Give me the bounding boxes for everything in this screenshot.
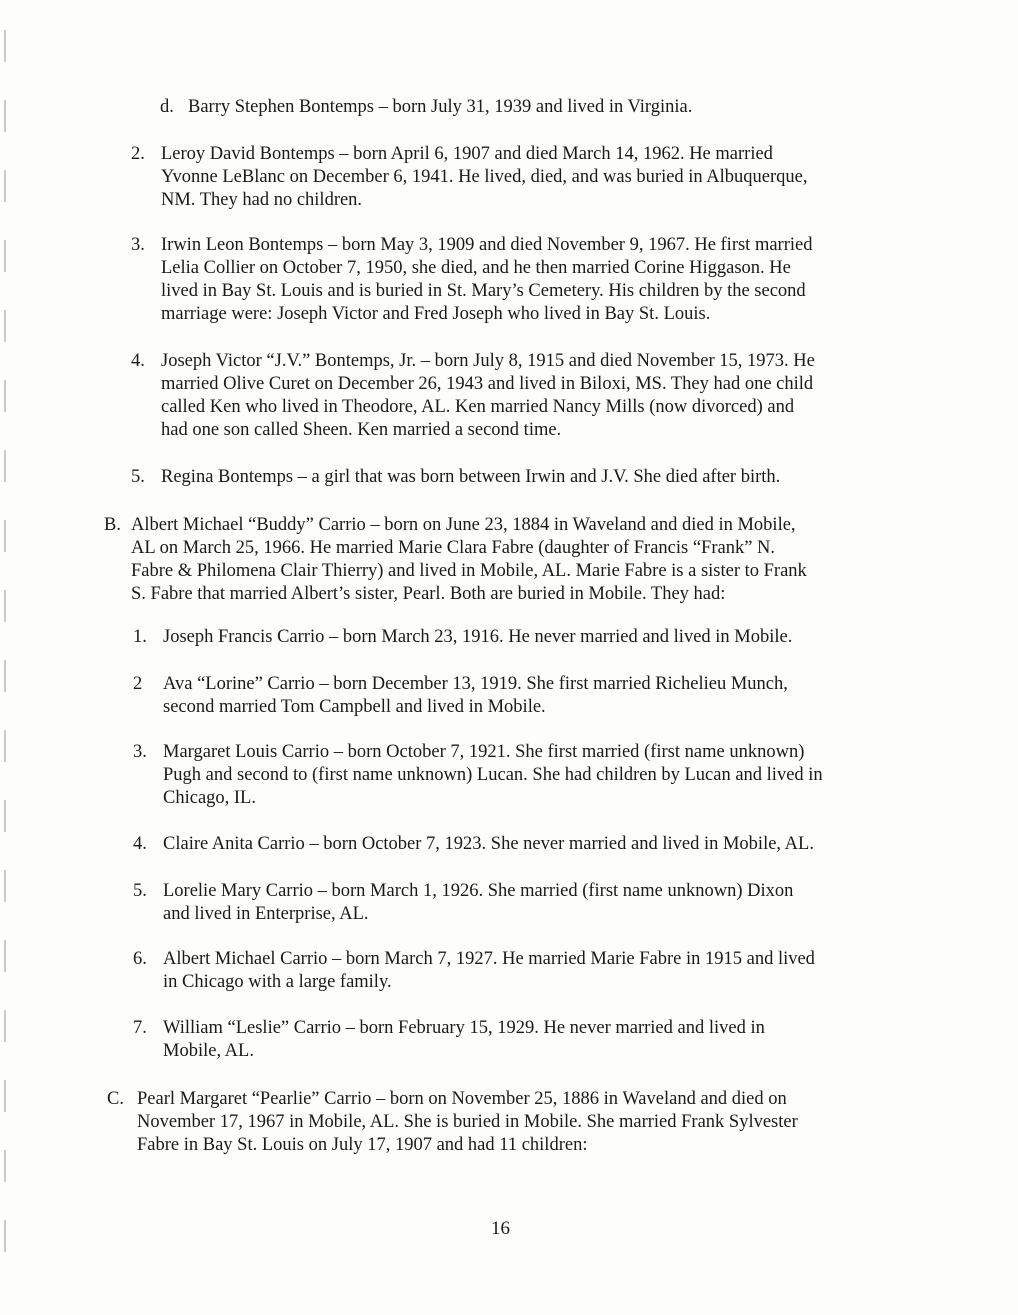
page-number: 16 <box>491 1218 510 1239</box>
binding-mark <box>4 1150 6 1182</box>
text-line: called Ken who lived in Theodore, AL. Ken married Nancy Mills (now divorced) and <box>161 397 795 417</box>
item-marker: 4. <box>131 351 145 371</box>
item-marker: 1. <box>133 627 147 647</box>
binding-mark <box>4 730 6 762</box>
text-line: Lelia Collier on October 7, 1950, she died, and he then married Corine Higgason. He <box>161 258 791 278</box>
text-line: Mobile, AL. <box>163 1041 254 1061</box>
binding-mark <box>4 870 6 902</box>
text-line: Fabre in Bay St. Louis on July 17, 1907 and had 11 children: <box>137 1135 588 1155</box>
item-text <box>163 948 815 994</box>
item-marker: 7. <box>133 1018 147 1038</box>
item-marker: 4. <box>133 834 147 854</box>
binding-mark <box>4 1220 6 1252</box>
text-line: S. Fabre that married Albert’s sister, Pearl. Both are buried in Mobile. They had: <box>131 584 726 604</box>
binding-mark <box>4 520 6 552</box>
item-text <box>137 1088 798 1157</box>
section-item <box>104 514 984 614</box>
text-line: Albert Michael Carrio – born March 7, 1927. He married Marie Fabre in 1915 and lived <box>163 949 815 969</box>
item-text <box>163 741 823 810</box>
text-line: second married Tom Campbell and lived in Mobile. <box>163 697 546 717</box>
text-line: Leroy David Bontemps – born April 6, 1907 and died March 14, 1962. He married <box>161 144 773 164</box>
list-item <box>131 234 971 334</box>
item-text <box>161 234 812 326</box>
text-line: Irwin Leon Bontemps – born May 3, 1909 and died November 9, 1967. He first married <box>161 235 813 255</box>
item-text <box>131 514 807 606</box>
item-marker: 3. <box>133 742 147 762</box>
item-marker: 6. <box>133 949 147 969</box>
list-item <box>133 673 973 725</box>
item-text <box>161 143 808 212</box>
binding-mark <box>4 660 6 692</box>
item-text <box>163 1017 765 1063</box>
item-text <box>188 96 692 119</box>
text-line: in Chicago with a large family. <box>163 972 392 992</box>
text-line: married Olive Curet on December 26, 1943 and lived in Biloxi, MS. They had one child <box>161 374 814 394</box>
text-line: Chicago, IL. <box>163 788 256 808</box>
item-marker: 5. <box>131 467 145 487</box>
binding-mark <box>4 590 6 622</box>
binding-mark <box>4 380 6 412</box>
binding-mark <box>4 310 6 342</box>
list-item <box>133 833 973 861</box>
list-item <box>133 880 973 932</box>
text-line: Joseph Victor “J.V.” Bontemps, Jr. – born July 8, 1915 and died November 15, 1973. He <box>161 351 815 371</box>
list-item <box>133 1017 973 1069</box>
section-marker: C. <box>107 1089 124 1109</box>
binding-mark <box>4 1010 6 1042</box>
section-marker: B. <box>104 515 121 535</box>
item-text <box>163 880 793 926</box>
item-text <box>163 626 792 649</box>
text-line: Claire Anita Carrio – born October 7, 1923. She never married and lived in Mobile, AL. <box>163 834 814 854</box>
text-line: lived in Bay St. Louis and is buried in St. Mary’s Cemetery. His children by the second <box>161 281 806 301</box>
list-item <box>133 626 973 654</box>
text-line: Regina Bontemps – a girl that was born between Irwin and J.V. She died after birth. <box>161 467 781 487</box>
section-item <box>107 1088 987 1163</box>
text-line: Albert Michael “Buddy” Carrio – born on June 23, 1884 in Waveland and died in Mobile, <box>131 515 796 535</box>
text-line: Ava “Lorine” Carrio – born December 13, 1919. She first married Richelieu Munch, <box>163 674 788 694</box>
text-line: NM. They had no children. <box>161 190 363 210</box>
list-item <box>133 948 973 1000</box>
text-line: Pearl Margaret “Pearlie” Carrio – born on November 25, 1886 in Waveland and died on <box>137 1089 787 1109</box>
text-line: Yvonne LeBlanc on December 6, 1941. He lived, died, and was buried in Albuquerque, <box>161 167 808 187</box>
item-text <box>163 833 814 856</box>
item-marker: 5. <box>133 881 147 901</box>
binding-mark <box>4 170 6 202</box>
binding-mark <box>4 800 6 832</box>
text-line: Barry Stephen Bontemps – born July 31, 1939 and lived in Virginia. <box>188 97 693 117</box>
item-text <box>163 673 788 719</box>
binding-mark <box>4 940 6 972</box>
binding-mark <box>4 450 6 482</box>
text-line: had one son called Sheen. Ken married a second time. <box>161 420 562 440</box>
text-line: Pugh and second to (first name unknown) Lucan. She had children by Lucan and lived in <box>163 765 823 785</box>
text-line: Fabre & Philomena Clair Thierry) and lived in Mobile, AL. Marie Fabre is a sister to Frank <box>131 561 807 581</box>
binding-mark <box>4 1080 6 1112</box>
item-marker: 2 <box>133 674 143 694</box>
text-line: Lorelie Mary Carrio – born March 1, 1926. She married (first name unknown) Dixon <box>163 881 794 901</box>
text-line: William “Leslie” Carrio – born February 15, 1929. He never married and lived in <box>163 1018 765 1038</box>
binding-mark <box>4 240 6 272</box>
item-text <box>161 466 780 489</box>
binding-mark <box>4 100 6 132</box>
text-line: Margaret Louis Carrio – born October 7, 1921. She first married (first name unknown) <box>163 742 805 762</box>
list-item <box>131 466 971 494</box>
binding-hole-marks <box>4 30 10 1290</box>
binding-mark <box>4 30 6 62</box>
item-marker: 2. <box>131 144 145 164</box>
list-item <box>131 143 971 218</box>
item-text <box>161 350 815 442</box>
list-item <box>133 741 973 816</box>
item-marker: d. <box>160 97 174 117</box>
text-line: and lived in Enterprise, AL. <box>163 904 369 924</box>
text-line: AL on March 25, 1966. He married Marie Clara Fabre (daughter of Francis “Frank” N. <box>131 538 776 558</box>
item-marker: 3. <box>131 235 145 255</box>
text-line: November 17, 1967 in Mobile, AL. She is buried in Mobile. She married Frank Sylvester <box>137 1112 798 1132</box>
list-item <box>160 96 960 126</box>
text-line: Joseph Francis Carrio – born March 23, 1916. He never married and lived in Mobile. <box>163 627 793 647</box>
text-line: marriage were: Joseph Victor and Fred Joseph who lived in Bay St. Louis. <box>161 304 711 324</box>
list-item <box>131 350 971 450</box>
